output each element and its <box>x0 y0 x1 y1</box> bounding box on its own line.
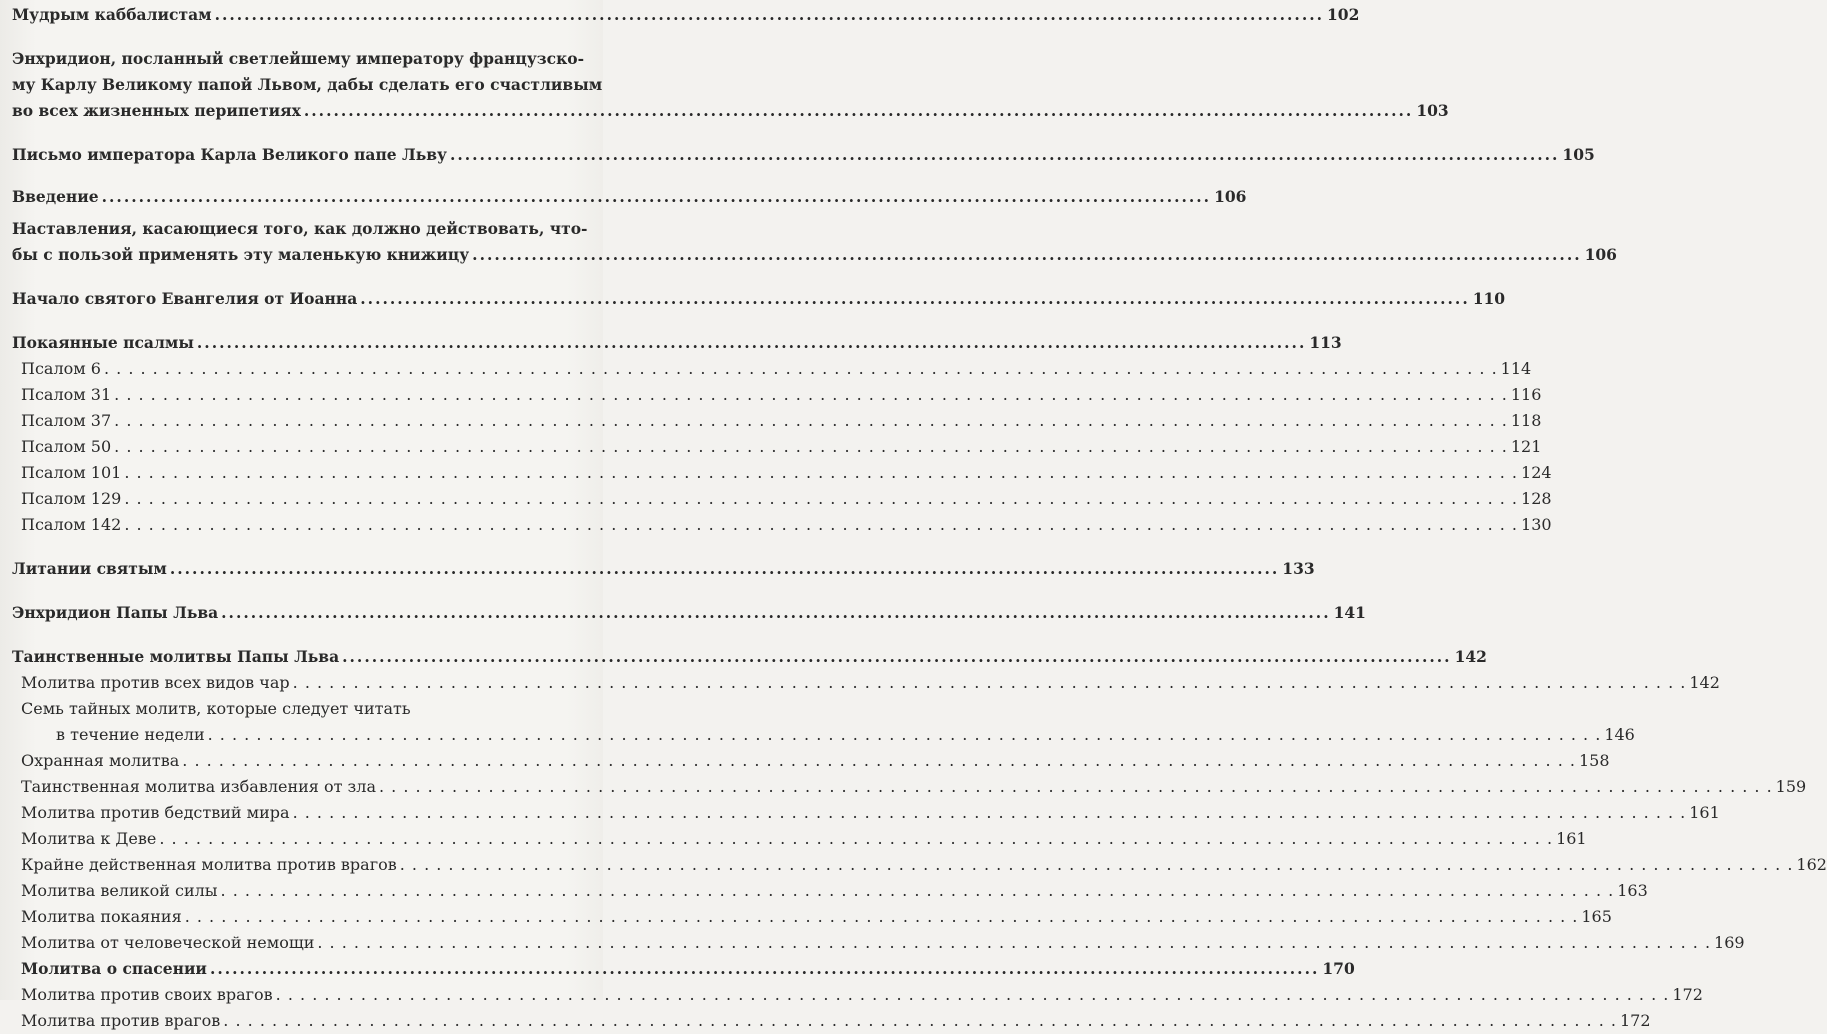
leader-dots <box>102 184 1211 210</box>
toc-subentry <box>12 748 1610 774</box>
leader-dots <box>223 1008 1617 1034</box>
toc-entry-title: Покаянные псалмы <box>12 333 194 352</box>
leader-dots <box>379 774 1773 800</box>
toc-entry-title: Таинственные молитвы Папы Льва <box>12 647 340 666</box>
toc-entry <box>12 556 1315 582</box>
leader-dots <box>114 408 1508 434</box>
toc-entry-title: во всех жизненных перипетиях <box>12 101 301 120</box>
toc-entry-title: Молитва к Деве <box>21 829 157 848</box>
leader-dots <box>293 800 1687 826</box>
toc-subentry <box>12 356 1532 382</box>
toc-subentry <box>12 982 1703 1008</box>
toc-entry-page: 128 <box>1521 489 1552 508</box>
leader-dots <box>159 826 1553 852</box>
toc-entry-title: Литании святым <box>12 559 167 578</box>
toc-entry-title: Письмо императора Карла Великого папе Льву <box>12 145 447 164</box>
toc-subentry <box>12 408 1542 434</box>
toc-entry-page: 172 <box>1672 985 1703 1004</box>
leader-dots <box>360 286 1469 312</box>
toc-entry-title-line: Наставления, касающиеся того, как должно действовать, что- <box>12 219 588 238</box>
toc-entry-page: 142 <box>1689 673 1720 692</box>
toc-subentry <box>12 696 1635 748</box>
leader-dots <box>342 644 1451 670</box>
toc-entry-title: Псалом 50 <box>21 437 112 456</box>
toc-entry-title: Энхридион Папы Льва <box>12 603 219 622</box>
leader-dots <box>124 460 1518 486</box>
toc-subentry <box>12 956 1355 982</box>
toc-entry-page: 169 <box>1714 933 1745 952</box>
toc-entry-page: 124 <box>1521 463 1552 482</box>
toc-entry-page: 133 <box>1282 559 1315 578</box>
toc-entry-page: 105 <box>1562 145 1595 164</box>
toc-entry-title: бы с пользой применять эту маленькую книжицу <box>12 245 470 264</box>
leader-dots <box>170 556 1279 582</box>
toc-entry-title: Псалом 6 <box>21 359 101 378</box>
toc-entry-page: 165 <box>1581 907 1612 926</box>
toc-entry-page: 130 <box>1521 515 1552 534</box>
toc-entry-page: 161 <box>1556 829 1587 848</box>
toc-subentry <box>12 670 1720 696</box>
leader-dots <box>276 982 1670 1008</box>
toc-entry-title: Начало святого Евангелия от Иоанна <box>12 289 358 308</box>
toc-entry <box>12 142 1595 168</box>
leader-dots <box>197 330 1306 356</box>
leader-dots <box>450 142 1559 168</box>
toc-entry-page: 106 <box>1584 245 1617 264</box>
toc-subentry <box>12 512 1552 538</box>
toc-entry-page: 113 <box>1309 333 1342 352</box>
toc-entry-title: Молитва против бедствий мира <box>21 803 290 822</box>
toc-entry-page: 114 <box>1500 359 1532 378</box>
leader-dots <box>215 2 1324 28</box>
table-of-contents <box>12 0 1827 1030</box>
toc-subentry <box>12 904 1612 930</box>
leader-dots <box>400 852 1794 878</box>
toc-entry-title: Псалом 31 <box>21 385 112 404</box>
toc-entry-title: Мудрым каббалистам <box>12 5 212 24</box>
toc-entry <box>12 216 1617 268</box>
toc-entry-title: Таинственная молитва избавления от зла <box>21 777 376 796</box>
toc-subentry <box>12 460 1552 486</box>
toc-entry-title: Псалом 37 <box>21 411 112 430</box>
toc-entry <box>12 644 1487 670</box>
toc-entry-page: 121 <box>1510 437 1542 456</box>
leader-dots <box>114 382 1508 408</box>
toc-subentry <box>12 930 1745 956</box>
toc-entry-page: 106 <box>1214 187 1247 206</box>
leader-dots <box>221 878 1615 904</box>
toc-entry-page: 142 <box>1454 647 1487 666</box>
toc-entry-page: 170 <box>1322 959 1355 978</box>
toc-entry-title: Молитва против врагов <box>21 1011 221 1030</box>
toc-entry-title: Псалом 129 <box>21 489 122 508</box>
toc-entry-title-line: Семь тайных молитв, которые следует читать <box>21 699 411 718</box>
toc-entry-page: 163 <box>1617 881 1648 900</box>
toc-entry-title: Молитва великой силы <box>21 881 218 900</box>
toc-subentry <box>12 774 1807 800</box>
toc-entry-page: 118 <box>1510 411 1542 430</box>
toc-entry <box>12 286 1506 312</box>
leader-dots <box>317 930 1711 956</box>
toc-subentry <box>12 1008 1651 1034</box>
toc-entry-page: 102 <box>1327 5 1360 24</box>
leader-dots <box>182 748 1576 774</box>
toc-entry-title: Молитва покаяния <box>21 907 182 926</box>
toc-subentry <box>12 382 1542 408</box>
toc-entry-title: Молитва от человеческой немощи <box>21 933 315 952</box>
leader-dots <box>210 956 1319 982</box>
toc-entry-title-line: му Карлу Великому папой Львом, дабы сделать его счастливым <box>12 75 603 94</box>
toc-entry <box>12 46 1449 124</box>
leader-dots <box>124 486 1518 512</box>
toc-entry-page: 162 <box>1796 855 1827 874</box>
toc-entry-page: 116 <box>1510 385 1542 404</box>
toc-entry-title-line: Энхридион, посланный светлейшему императору французско- <box>12 49 585 68</box>
toc-subentry <box>12 800 1720 826</box>
toc-subentry <box>12 486 1552 512</box>
toc-entry-page: 141 <box>1333 603 1366 622</box>
toc-entry-page: 103 <box>1416 101 1449 120</box>
toc-entry-page: 110 <box>1472 289 1506 308</box>
toc-entry-page: 161 <box>1689 803 1720 822</box>
toc-entry <box>12 2 1360 28</box>
toc-entry-page: 158 <box>1578 751 1610 770</box>
toc-entry-page: 159 <box>1775 777 1807 796</box>
toc-entry-title: Псалом 101 <box>21 463 122 482</box>
leader-dots <box>293 670 1687 696</box>
toc-entry-page: 146 <box>1604 725 1635 744</box>
toc-subentry <box>12 878 1648 904</box>
toc-entry-title: Охранная молитва <box>21 751 180 770</box>
toc-entry-title: в течение недели <box>56 725 205 744</box>
leader-dots <box>124 512 1518 538</box>
toc-entry <box>12 330 1342 356</box>
toc-entry-title: Молитва о спасении <box>21 959 207 978</box>
leader-dots <box>114 434 1508 460</box>
toc-subentry <box>12 852 1827 878</box>
leader-dots <box>208 722 1602 748</box>
leader-dots <box>304 98 1413 124</box>
leader-dots <box>221 600 1330 626</box>
toc-entry <box>12 600 1366 626</box>
toc-entry-title: Крайне действенная молитва против врагов <box>21 855 397 874</box>
leader-dots <box>104 356 1498 382</box>
toc-entry-title: Молитва против всех видов чар <box>21 673 290 692</box>
toc-entry-title: Введение <box>12 187 99 206</box>
leader-dots <box>472 242 1581 268</box>
leader-dots <box>185 904 1579 930</box>
toc-entry-title: Псалом 142 <box>21 515 122 534</box>
toc-entry-page: 172 <box>1619 1011 1651 1030</box>
toc-entry <box>12 184 1247 210</box>
toc-entry-title: Молитва против своих врагов <box>21 985 273 1004</box>
toc-subentry <box>12 826 1587 852</box>
toc-subentry <box>12 434 1542 460</box>
